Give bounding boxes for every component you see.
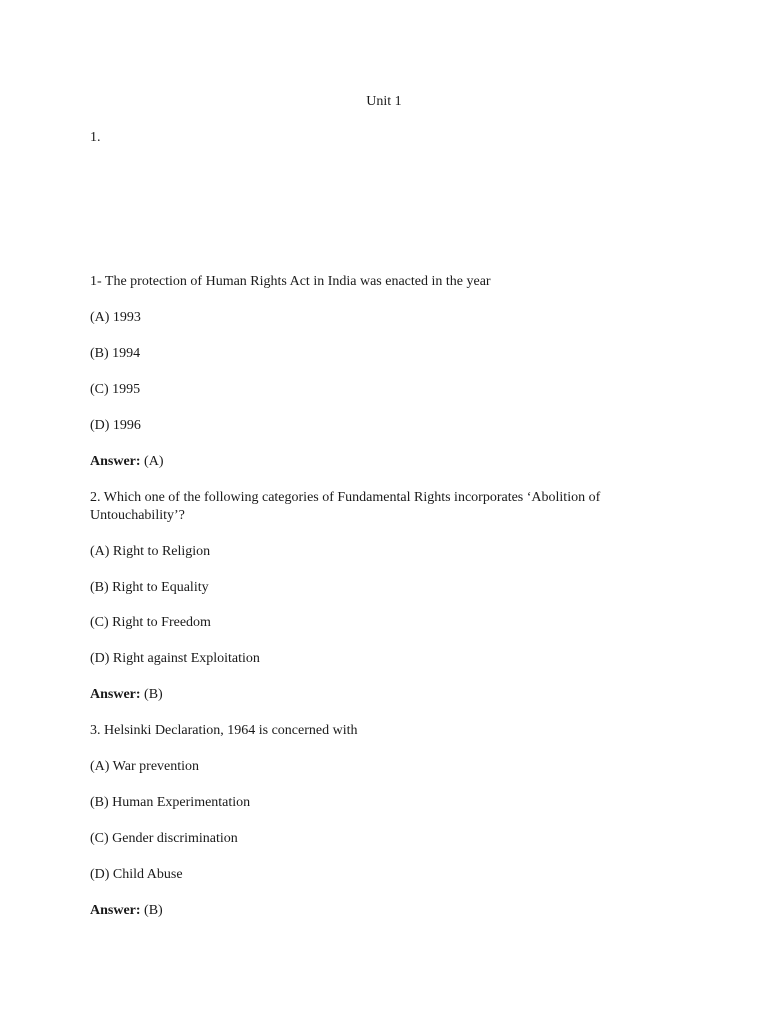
question-3-option-a: (A) War prevention [90,759,200,774]
question-2-option-d: (D) Right against Exploitation [90,651,260,666]
question-2-prompt: 2. Which one of the following categories of Fundamental Rights incorporates ‘Abolition of Untouchability’? [90,490,601,523]
question-2-option-a: (A) Right to Religion [90,544,211,559]
answer-label: Answer: [90,687,141,702]
question-1-answer [90,453,163,471]
question-3-prompt: 3. Helsinki Declaration, 1964 is concerned with [90,723,358,738]
question-1-option-a: (A) 1993 [90,310,141,325]
answer-value: (B) [140,687,163,702]
question-2-option-c: (C) Right to Freedom [90,615,211,630]
answer-label: Answer: [90,903,141,918]
question-1-option-b: (B) 1994 [90,346,141,361]
question-1-option-d: (D) 1996 [90,418,141,433]
answer-value: (A) [140,454,164,469]
question-3-option-b: (B) Human Experimentation [90,795,251,810]
question-1-prompt: 1- The protection of Human Rights Act in India was enacted in the year [90,274,491,289]
question-1-option-c: (C) 1995 [90,382,141,397]
question-3-answer [90,902,163,920]
page-title: Unit 1 [366,94,402,109]
question-3-option-d: (D) Child Abuse [90,867,183,882]
question-3-option-c: (C) Gender discrimination [90,831,238,846]
answer-value: (B) [140,903,163,918]
answer-label: Answer: [90,454,141,469]
question-2-answer [90,686,163,704]
intro-number: 1. [90,130,101,145]
question-2-option-b: (B) Right to Equality [90,580,209,595]
